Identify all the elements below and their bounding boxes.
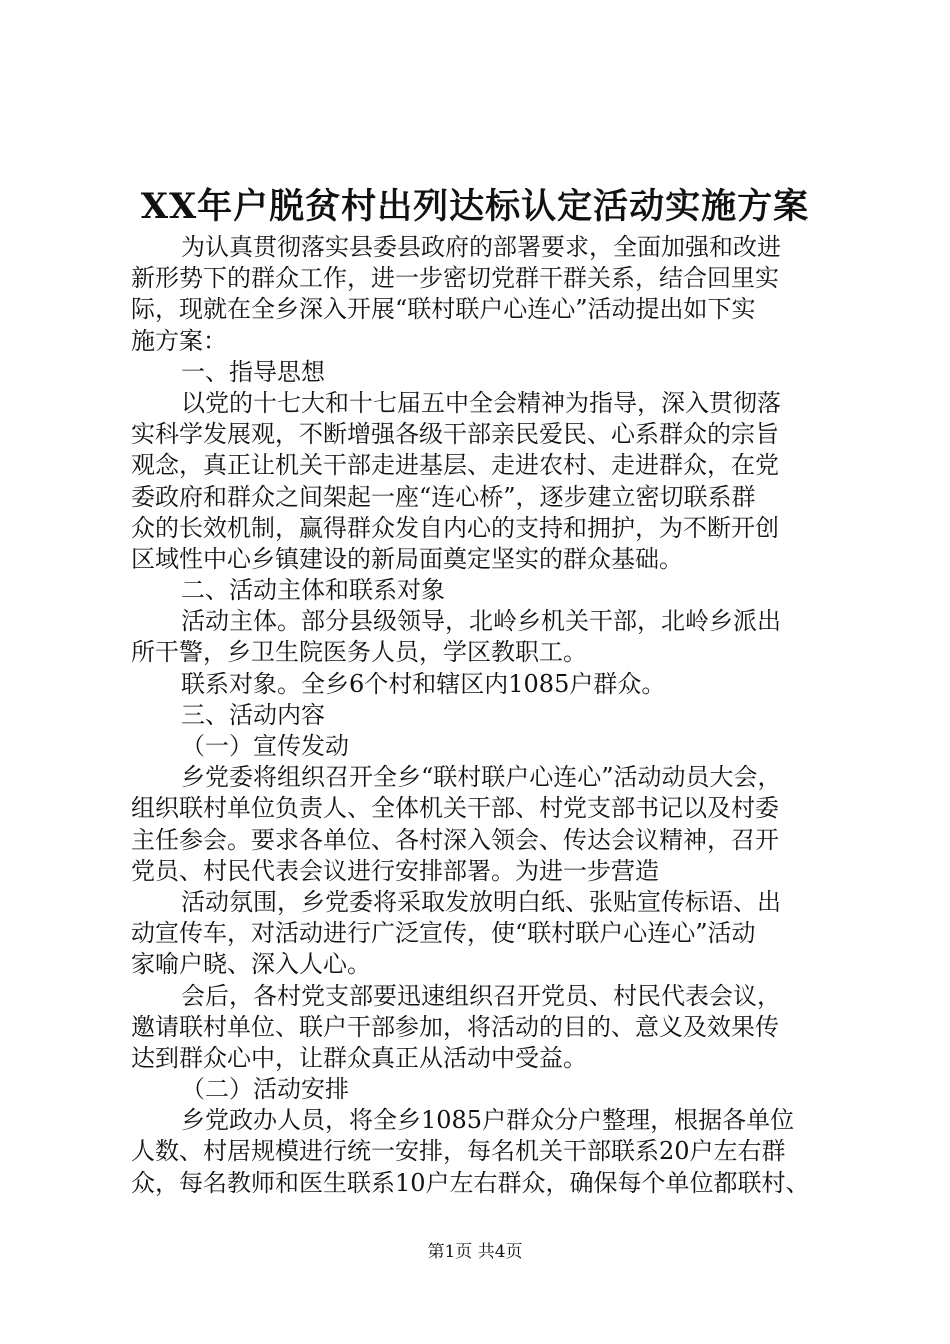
section-heading: 二、活动主体和联系对象 [181, 576, 445, 605]
paragraph-line: 所干警，乡卫生院医务人员，学区教职工。 [131, 638, 587, 667]
paragraph-line: 人数、村居规模进行统一安排，每名机关干部联系20户左右群 [131, 1137, 786, 1166]
paragraph-line: 主任参会。要求各单位、各村深入领会、传达会议精神，召开 [131, 825, 779, 854]
paragraph-line: 组织联村单位负责人、全体机关干部、村党支部书记以及村委 [131, 794, 779, 823]
section-heading: 一、指导思想 [181, 357, 325, 386]
paragraph-line: 众的长效机制，赢得群众发自内心的支持和拥护，为不断开创 [131, 513, 779, 542]
paragraph-line: 众，每名教师和医生联系10户左右群众，确保每个单位都联村、 [131, 1168, 810, 1197]
paragraph-line: 动宣传车，对活动进行广泛宣传，使“联村联户心连心”活动 [131, 919, 756, 948]
subsection-heading: （二）活动安排 [181, 1075, 349, 1104]
paragraph-line: 乡党委将组织召开全乡“联村联户心连心”活动动员大会， [181, 763, 782, 792]
paragraph-line: 以党的十七大和十七届五中全会精神为指导，深入贯彻落 [181, 388, 781, 417]
paragraph-line: 委政府和群众之间架起一座“连心桥”，逐步建立密切联系群 [131, 482, 756, 511]
paragraph-line: 际，现就在全乡深入开展“联村联户心连心”活动提出如下实 [131, 295, 756, 324]
page-number-footer: 第1页 共4页 [427, 1242, 523, 1262]
paragraph-line: 区域性中心乡镇建设的新局面奠定坚实的群众基础。 [131, 544, 683, 573]
paragraph-line: 新形势下的群众工作，进一步密切党群干群关系，结合回里实 [131, 264, 779, 293]
paragraph-line: 达到群众心中，让群众真正从活动中受益。 [131, 1043, 587, 1072]
paragraph-line: 实科学发展观，不断增强各级干部亲民爱民、心系群众的宗旨 [131, 420, 779, 449]
paragraph-line: 家喻户晓、深入人心。 [131, 950, 371, 979]
paragraph-line: 会后，各村党支部要迅速组织召开党员、村民代表会议， [181, 981, 781, 1010]
paragraph-line: 为认真贯彻落实县委县政府的部署要求，全面加强和改进 [181, 233, 781, 261]
paragraph-line: 联系对象。全乡6个村和辖区内1085户群众。 [181, 669, 666, 698]
document-body [131, 232, 831, 1199]
subsection-heading: （一）宣传发动 [181, 732, 349, 760]
paragraph-line: 乡党政办人员，将全乡1085户群众分户整理，根据各单位 [181, 1106, 795, 1135]
paragraph-line: 施方案： [131, 326, 227, 355]
paragraph-line: 邀请联村单位、联户干部参加，将活动的目的、意义及效果传 [131, 1012, 779, 1041]
section-heading: 三、活动内容 [181, 700, 325, 729]
paragraph-line: 观念，真正让机关干部走进基层、走进农村、走进群众，在党 [131, 451, 779, 480]
paragraph-line: 活动主体。部分县级领导，北岭乡机关干部，北岭乡派出 [181, 607, 781, 636]
document-title: XX年户脱贫村出列达标认定活动实施方案 [140, 186, 810, 227]
paragraph-line: 活动氛围，乡党委将采取发放明白纸、张贴宣传标语、出 [181, 887, 781, 916]
paragraph-line: 党员、村民代表会议进行安排部署。为进一步营造 [131, 856, 659, 885]
